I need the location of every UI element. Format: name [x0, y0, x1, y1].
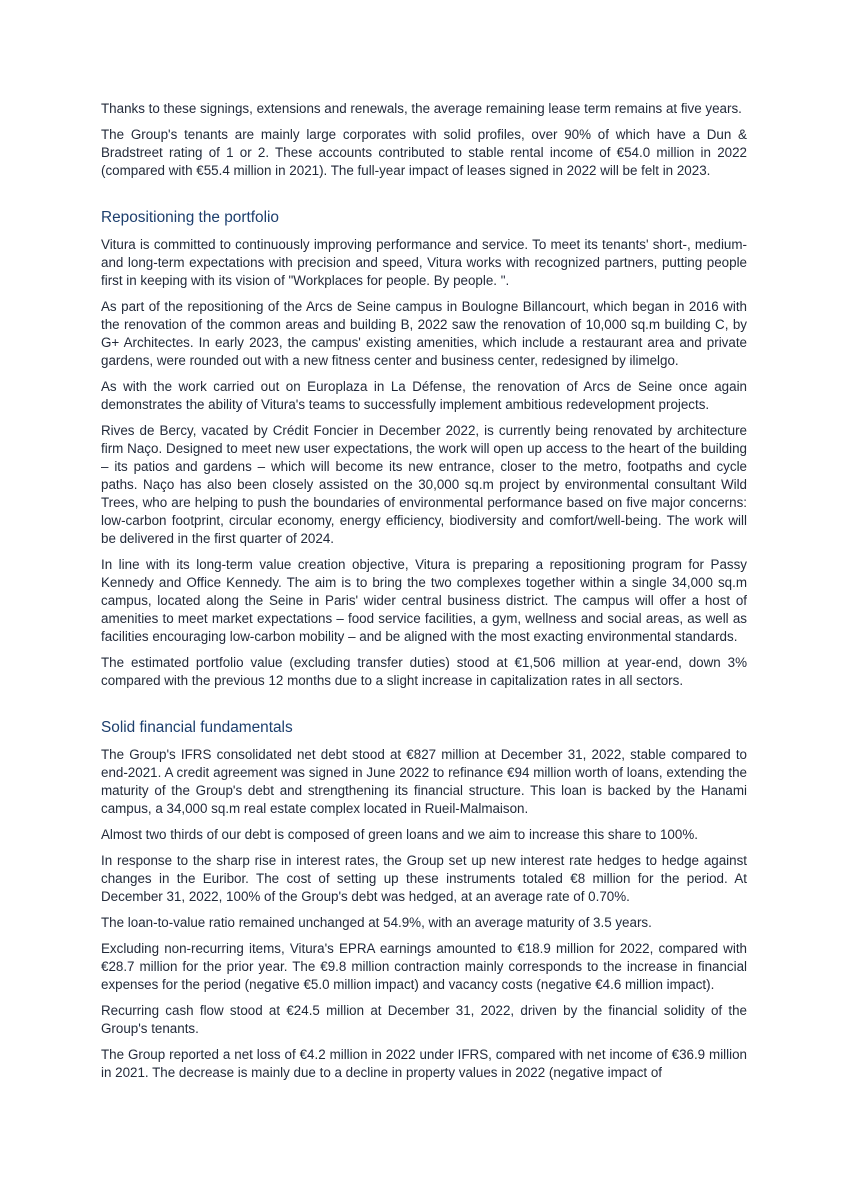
paragraph: Vitura is committed to continuously improving performance and service. To meet its tenants' short-, medium- and long-term expectations with precision and speed, Vitura works with recognized partners, putting people first in keeping with its vision of "Workplaces for people. By people. ". [101, 237, 747, 288]
paragraph: Rives de Bercy, vacated by Crédit Foncier in December 2022, is currently being renovated by architecture firm Naço. Designed to meet new user expectations, the work will open up access to the heart of the building – its patios and gardens – which will become its new entrance, closer to the metro, footpaths and cycle paths. Naço has also been closely assisted on the 30,000 sq.m project by environmental consultant Wild Trees, who are helping to push the boundaries of environmental performance based on five major concerns: low-carbon footprint, circular economy, energy efficiency, biodiversity and comfort/well-being. The work will be delivered in the first quarter of 2024. [101, 423, 747, 546]
paragraph: The Group reported a net loss of €4.2 million in 2022 under IFRS, compared with net income of €36.9 million in 2021. The decrease is mainly due to a decline in property values in 2022 (negative impact of [101, 1047, 747, 1080]
intro-section [101, 100, 747, 180]
section-heading: Solid financial fundamentals [101, 719, 293, 736]
paragraph: The estimated portfolio value (excluding transfer duties) stood at €1,506 million at year-end, down 3% compared with the previous 12 months due to a slight increase in capitalization rates in all sectors. [101, 655, 747, 688]
document-page [101, 100, 747, 1090]
paragraph: As with the work carried out on Europlaza in La Défense, the renovation of Arcs de Seine once again demonstrates the ability of Vitura's teams to successfully implement ambitious redevelopment projects. [101, 379, 747, 412]
financial-section [101, 718, 747, 1082]
paragraph: The Group's IFRS consolidated net debt stood at €827 million at December 31, 2022, stable compared to end-2021. A credit agreement was signed in June 2022 to refinance €94 million worth of loans, extending the maturity of the Group's debt and strengthening its financial structure. This loan is backed by the Hanami campus, a 34,000 sq.m real estate complex located in Rueil-Malmaison. [101, 747, 747, 816]
paragraph: The loan-to-value ratio remained unchanged at 54.9%, with an average maturity of 3.5 years. [101, 915, 652, 930]
paragraph: As part of the repositioning of the Arcs de Seine campus in Boulogne Billancourt, which began in 2016 with the renovation of the common areas and building B, 2022 saw the renovation of 10,000 sq.m building C, by G+ Architectes. In early 2023, the campus' existing amenities, which include a restaurant area and private gardens, were rounded out with a new fitness center and business center, redesigned by ilimelgo. [101, 299, 747, 368]
repositioning-section [101, 208, 747, 690]
paragraph: Thanks to these signings, extensions and renewals, the average remaining lease term remains at five years. [101, 101, 742, 116]
paragraph: Almost two thirds of our debt is composed of green loans and we aim to increase this share to 100%. [101, 827, 698, 842]
paragraph: Excluding non-recurring items, Vitura's EPRA earnings amounted to €18.9 million for 2022, compared with €28.7 million for the prior year. The €9.8 million contraction mainly corresponds to the increase in financial expenses for the period (negative €5.0 million impact) and vacancy costs (negative €4.6 million impact). [101, 941, 747, 992]
paragraph: In response to the sharp rise in interest rates, the Group set up new interest rate hedges to hedge against changes in the Euribor. The cost of setting up these instruments totaled €8 million for the period. At December 31, 2022, 100% of the Group's debt was hedged, at an average rate of 0.70%. [101, 853, 747, 904]
paragraph: Recurring cash flow stood at €24.5 million at December 31, 2022, driven by the financial solidity of the Group's tenants. [101, 1003, 747, 1036]
paragraph: The Group's tenants are mainly large corporates with solid profiles, over 90% of which have a Dun & Bradstreet rating of 1 or 2. These accounts contributed to stable rental income of €54.0 million in 2022 (compared with €55.4 million in 2021). The full-year impact of leases signed in 2022 will be felt in 2023. [101, 127, 747, 178]
section-heading: Repositioning the portfolio [101, 209, 279, 226]
paragraph: In line with its long-term value creation objective, Vitura is preparing a repositioning program for Passy Kennedy and Office Kennedy. The aim is to bring the two complexes together within a single 34,000 sq.m campus, located along the Seine in Paris' wider central business district. The campus will offer a host of amenities to meet market expectations – food service facilities, a gym, wellness and social areas, as well as facilities encouraging low-carbon mobility – and be aligned with the most exacting environmental standards. [101, 557, 747, 644]
